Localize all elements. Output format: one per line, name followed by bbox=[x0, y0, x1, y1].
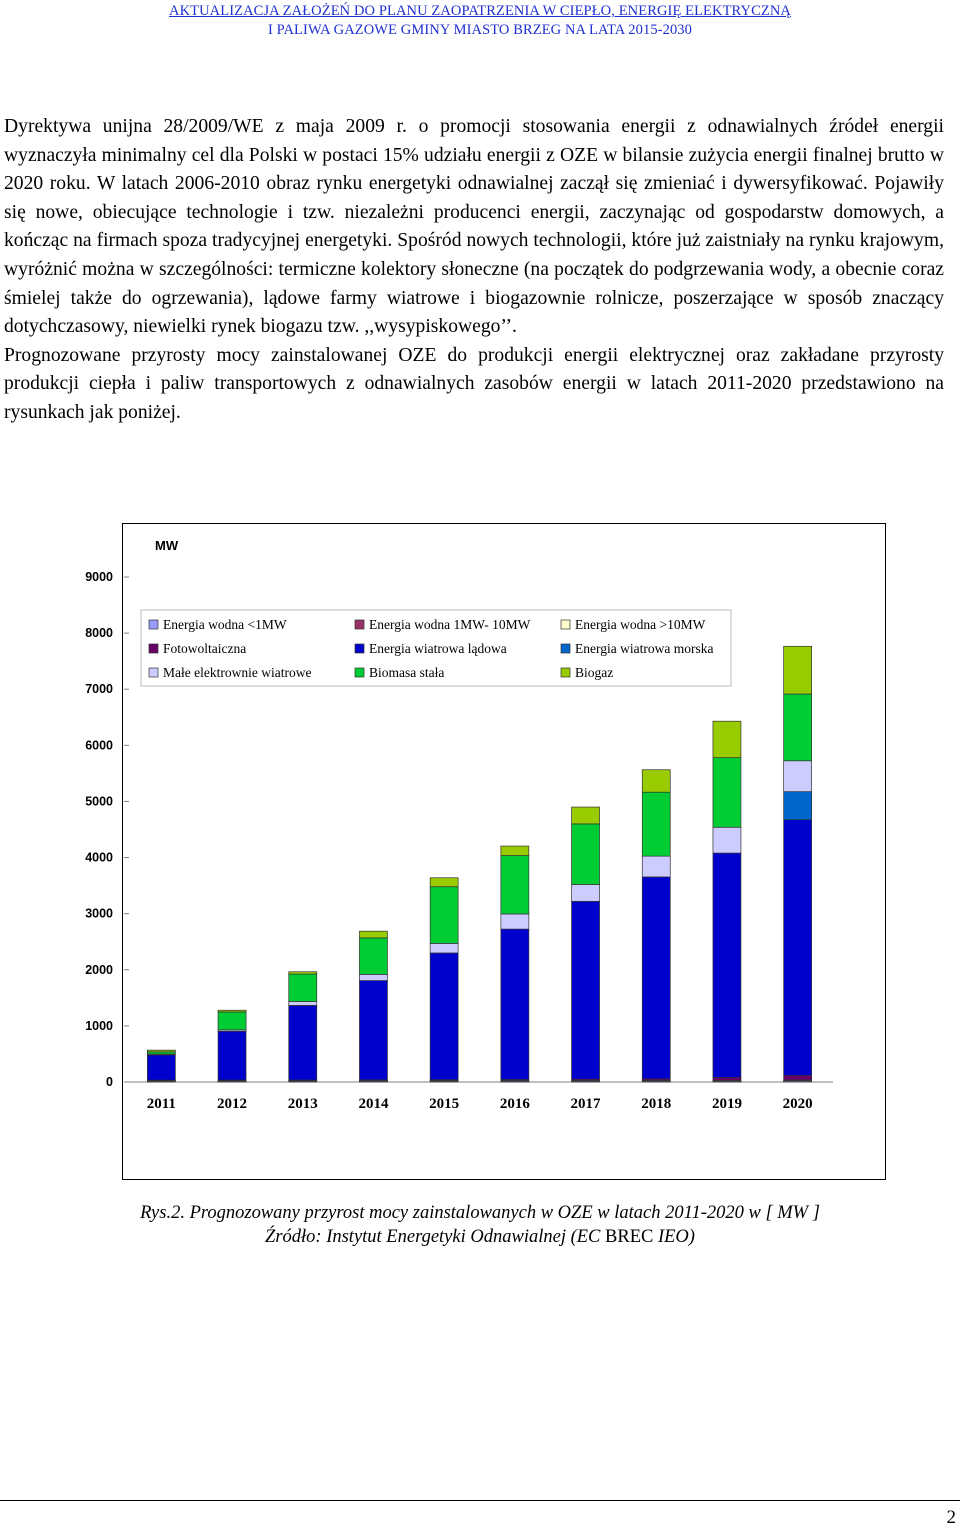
stacked-bar-chart bbox=[85, 524, 885, 1179]
page-number: 2 bbox=[946, 1507, 956, 1528]
y-tick-label: 5000 bbox=[85, 794, 113, 809]
bar-segment bbox=[501, 929, 529, 1079]
legend-swatch bbox=[355, 668, 364, 677]
bar-segment bbox=[218, 1010, 246, 1012]
bar-segment bbox=[713, 853, 741, 1077]
y-tick-label: 6000 bbox=[85, 738, 113, 753]
legend-swatch bbox=[355, 644, 364, 653]
header-line-2: I PALIWA GAZOWE GMINY MIASTO BRZEG NA LATA 2015-2030 bbox=[268, 22, 692, 38]
caption-source-brec: BREC bbox=[605, 1227, 654, 1247]
bar-segment bbox=[642, 792, 670, 856]
y-tick-label: 4000 bbox=[85, 850, 113, 865]
chart-frame bbox=[85, 523, 886, 1180]
paragraph-1: Dyrektywa unijna 28/2009/WE z maja 2009 r. o promocji stosowania energii z odnawialnych źródeł energii wyznaczyła minimalny cel dla Polski w postaci 15% udziału energii z OZE w bilansie zużycia energii finalnej brutto w 2020 roku. W latach 2006-2010 obraz rynku energetyki odnawialnej zaczął się zmieniać i dywersyfikować. Pojawiły się nowe, obiecujące technologie i tzw. niezależni producenci energii, zaczynając od gospodarstw domowych, a kończąc na firmach spoza tradycyjnej energetyki. Spośród nowych technologii, które już zaistniały na rynku krajowym, wyróżnić można w szczególności: termiczne kolektory słoneczne (na początek do podgrzewania wody, a obecnie coraz śmielej także do ogrzewania), lądowe farmy wiatrowe i biogazownie rolnicze, poszerzające w sposób znaczący dotychczasowy, niewielki rynek biogazu tzw. ,,wysypiskowego’’. bbox=[4, 116, 944, 338]
bar-segment bbox=[430, 943, 458, 953]
legend-swatch bbox=[149, 668, 158, 677]
footer-divider bbox=[0, 1500, 960, 1501]
bar-segment bbox=[430, 878, 458, 887]
bar-segment bbox=[147, 1050, 175, 1052]
x-tick-label: 2011 bbox=[146, 1096, 176, 1112]
paragraph-2: Prognozowane przyrosty mocy zainstalowanej OZE do produkcji energii elektrycznej oraz zakładane przyrosty produkcji ciepła i paliw transportowych z odnawialnych zasobów energii w latach 2011-2020 przedstawiono na rysunkach jak poniżej. bbox=[4, 344, 944, 423]
plot-group bbox=[85, 538, 833, 1112]
bar-segment bbox=[430, 887, 458, 944]
x-tick-label: 2019 bbox=[711, 1096, 742, 1112]
bar-segment bbox=[784, 694, 812, 761]
legend-label: Energia wodna >10MW bbox=[575, 617, 706, 632]
bar-segment bbox=[501, 856, 529, 914]
bar-segment bbox=[359, 931, 387, 938]
bar-segment bbox=[289, 1001, 317, 1005]
bar-segment bbox=[501, 846, 529, 856]
bar-segment bbox=[572, 901, 600, 1079]
bar-segment bbox=[359, 981, 387, 1080]
y-tick-label: 3000 bbox=[85, 906, 113, 921]
bar-segment bbox=[572, 884, 600, 901]
bar-segment bbox=[359, 938, 387, 974]
bar-segment bbox=[289, 1005, 317, 1080]
bar-segment bbox=[430, 953, 458, 1080]
header-line-1: AKTUALIZACJA ZAŁOŻEŃ DO PLANU ZAOPATRZENIA W CIEPŁO, ENERGIĘ ELEKTRYCZNĄ bbox=[169, 3, 791, 19]
legend-label: Fotowoltaiczna bbox=[163, 641, 247, 656]
x-tick-label: 2020 bbox=[782, 1096, 813, 1112]
bar-segment bbox=[713, 758, 741, 828]
page-header bbox=[0, 2, 960, 40]
bar-segment bbox=[713, 827, 741, 853]
bar-segment bbox=[501, 914, 529, 929]
legend-label: Energia wodna 1MW- 10MW bbox=[369, 617, 531, 632]
legend-label: Energia wiatrowa lądowa bbox=[369, 641, 507, 656]
legend-label: Energia wiatrowa morska bbox=[575, 641, 714, 656]
bar-segment bbox=[289, 972, 317, 974]
bar-segment bbox=[218, 1031, 246, 1080]
bar-segment bbox=[289, 974, 317, 1001]
legend-label: Energia wodna <1MW bbox=[163, 617, 287, 632]
bar-segment bbox=[147, 1055, 175, 1080]
legend-swatch bbox=[149, 620, 158, 629]
y-tick-label: 9000 bbox=[85, 570, 113, 584]
legend-label: Biomasa stała bbox=[369, 665, 445, 680]
x-tick-label: 2014 bbox=[358, 1096, 389, 1112]
caption-title: Rys.2. Prognozowany przyrost mocy zainstalowanych w OZE w latach 2011-2020 w [ MW ] bbox=[140, 1203, 820, 1223]
bar-segment bbox=[713, 1078, 741, 1081]
bar-segment bbox=[572, 807, 600, 824]
y-axis-label: MW bbox=[155, 538, 179, 553]
bar-segment bbox=[784, 1076, 812, 1080]
bar-segment bbox=[359, 974, 387, 980]
legend-swatch bbox=[149, 644, 158, 653]
x-tick-label: 2018 bbox=[641, 1096, 672, 1112]
body-text bbox=[4, 113, 944, 428]
bar-segment bbox=[218, 1012, 246, 1030]
x-tick-label: 2017 bbox=[570, 1096, 601, 1112]
bar-segment bbox=[572, 824, 600, 885]
legend-swatch bbox=[355, 620, 364, 629]
y-tick-label: 7000 bbox=[85, 682, 113, 697]
bar-segment bbox=[784, 792, 812, 820]
x-tick-label: 2013 bbox=[287, 1096, 318, 1112]
bar-segment bbox=[713, 721, 741, 757]
x-tick-label: 2015 bbox=[429, 1096, 460, 1112]
bar-segment bbox=[642, 856, 670, 877]
y-tick-label: 2000 bbox=[85, 962, 113, 977]
y-tick-label: 0 bbox=[106, 1075, 113, 1089]
caption-source bbox=[0, 1225, 960, 1249]
y-tick-label: 1000 bbox=[85, 1018, 113, 1033]
x-tick-label: 2012 bbox=[217, 1096, 248, 1112]
bar-segment bbox=[642, 770, 670, 792]
x-tick-label: 2016 bbox=[499, 1096, 530, 1112]
legend-label: Małe elektrownie wiatrowe bbox=[163, 665, 312, 680]
legend-swatch bbox=[561, 644, 570, 653]
bar-segment bbox=[642, 877, 670, 1079]
bar-segment bbox=[784, 820, 812, 1076]
y-tick-label: 8000 bbox=[85, 626, 113, 641]
caption-source-suffix: IEO) bbox=[653, 1227, 695, 1247]
legend-swatch bbox=[561, 620, 570, 629]
caption-source-prefix: Źródło: Instytut Energetyki Odnawialnej (EC bbox=[265, 1227, 606, 1247]
bar-segment bbox=[784, 646, 812, 694]
legend-swatch bbox=[561, 668, 570, 677]
legend-label: Biogaz bbox=[575, 665, 614, 680]
figure-caption bbox=[0, 1201, 960, 1249]
bar-segment bbox=[784, 761, 812, 792]
